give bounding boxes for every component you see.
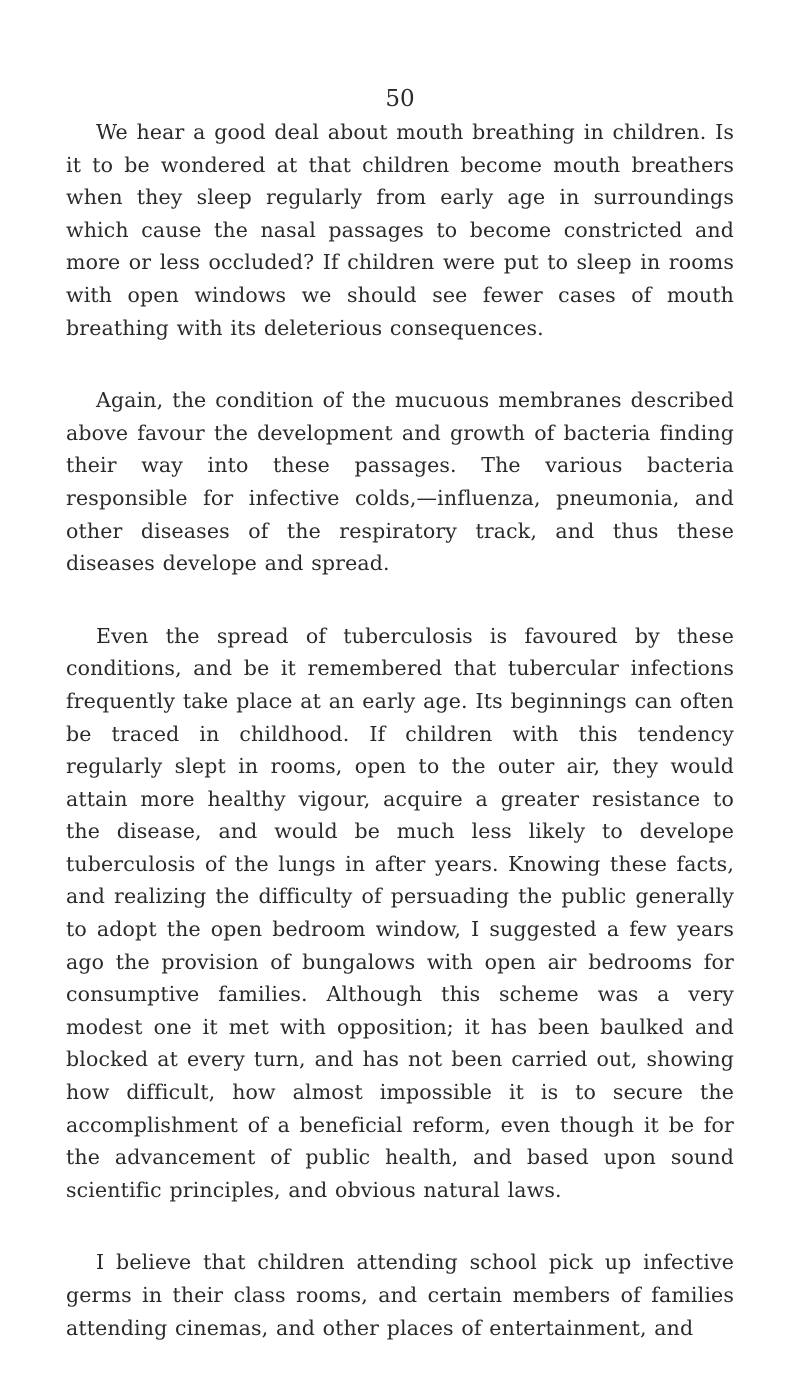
paragraph-school-germs: I believe that children attending school pick up infective germs in their class rooms, and certain members of families attending cinemas, and other places of entertainment, and <box>66 1250 734 1340</box>
page-number: 50 <box>385 86 415 112</box>
paragraph-mouth-breathing: We hear a good deal about mouth breathing in children. Is it to be wondered at that children become mouth breathers when they sleep regularly from early age in surroundings which cause the nasal passages to become constricted and more or less occluded? If children were put to sleep in rooms with open windows we should see fewer cases of mouth breathing with its deleterious consequences. <box>66 120 734 340</box>
paragraph-tuberculosis: Even the spread of tuberculosis is favoured by these conditions, and be it remembered that tubercular infections frequently take place at an early age. Its beginnings can often be traced in childhood. If children with this tendency regularly slept in rooms, open to the outer air, they would attain more healthy vigour, acquire a greater resistance to the disease, and would be much less likely to develope tuberculosis of the lungs in after years. Knowing these facts, and realizing the difficulty of persuading the public generally to adopt the open bedroom window, I suggested a few years ago the provision of bungalows with open air bedrooms for consumptive families. Although this scheme was a very modest one it met with opposition; it has been baulked and blocked at every turn, and has not been carried out, showing how difficult, how almost impossible it is to secure the accomplishment of a beneficial reform, even though it be for the advancement of public health, and based upon sound scientific principles, and obvious natural laws. <box>66 623 734 1202</box>
paragraph-mucous-membranes: Again, the condition of the mucuous membranes described above favour the development and growth of bacteria finding their way into these passages. The various bacteria responsible for infective colds,—influenza, pneumonia, and other diseases of the respiratory track, and thus these diseases develope and spread. <box>66 388 734 576</box>
body-text <box>66 116 734 1384</box>
